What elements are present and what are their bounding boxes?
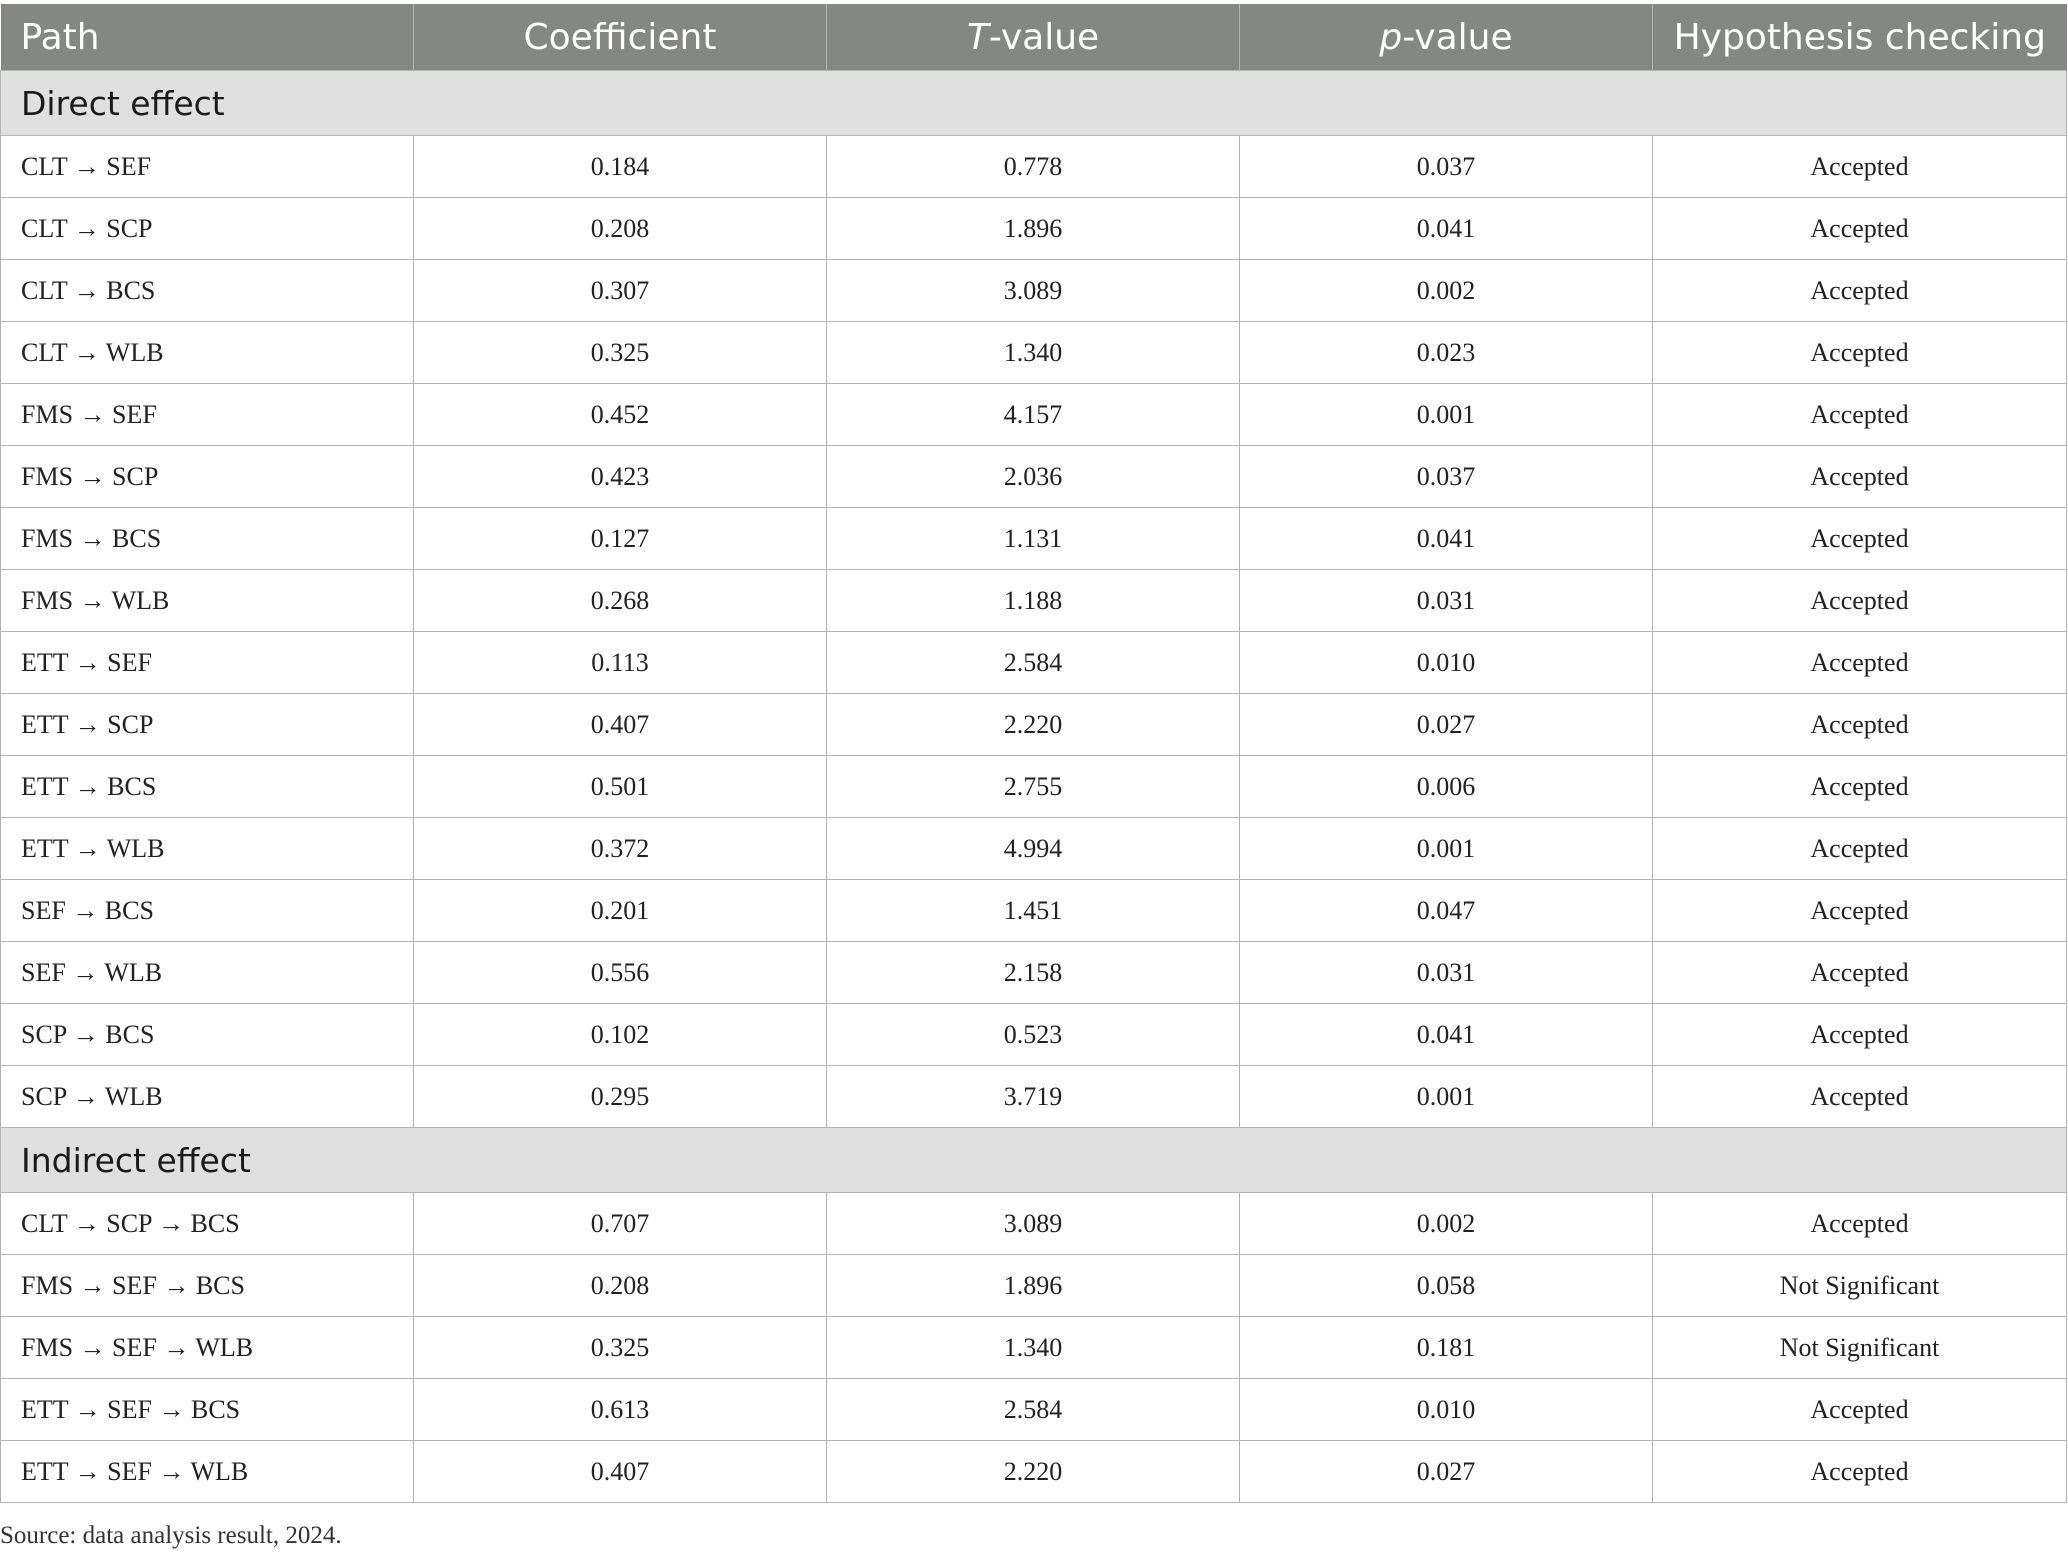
p-value-cell: 0.181: [1240, 1317, 1653, 1379]
p-value-cell: 0.047: [1240, 880, 1653, 942]
t-value-cell: 3.089: [827, 260, 1240, 322]
path-cell: ETT → BCS: [1, 756, 414, 818]
p-value-cell: 0.037: [1240, 136, 1653, 198]
results-table: [0, 4, 2067, 1503]
coefficient-cell: 0.201: [414, 880, 827, 942]
hypothesis-cell: Accepted: [1653, 260, 2067, 322]
header-coefficient: Coefficient: [414, 4, 827, 71]
coefficient-cell: 0.208: [414, 1255, 827, 1317]
coefficient-cell: 0.102: [414, 1004, 827, 1066]
t-value-cell: 1.340: [827, 322, 1240, 384]
t-value-cell: 4.994: [827, 818, 1240, 880]
p-value-cell: 0.001: [1240, 818, 1653, 880]
t-value-cell: 2.584: [827, 632, 1240, 694]
hypothesis-cell: Accepted: [1653, 1193, 2067, 1255]
p-value-cell: 0.041: [1240, 198, 1653, 260]
hypothesis-cell: Accepted: [1653, 198, 2067, 260]
path-cell: FMS → SCP: [1, 446, 414, 508]
p-value-cell: 0.001: [1240, 1066, 1653, 1128]
coefficient-cell: 0.268: [414, 570, 827, 632]
coefficient-cell: 0.407: [414, 1441, 827, 1503]
header-hypothesis: Hypothesis checking: [1653, 4, 2067, 71]
section-title: Direct effect: [1, 71, 2067, 136]
hypothesis-cell: Accepted: [1653, 1004, 2067, 1066]
table-row: [1, 508, 2067, 570]
p-value-cell: 0.041: [1240, 1004, 1653, 1066]
t-value-cell: 1.340: [827, 1317, 1240, 1379]
t-value-cell: 2.220: [827, 1441, 1240, 1503]
p-value-cell: 0.058: [1240, 1255, 1653, 1317]
table-row: [1, 1193, 2067, 1255]
t-value-cell: 3.719: [827, 1066, 1240, 1128]
t-value-cell: 2.158: [827, 942, 1240, 1004]
header-t-symbol: T: [966, 16, 989, 58]
p-value-cell: 0.002: [1240, 1193, 1653, 1255]
coefficient-cell: 0.307: [414, 260, 827, 322]
hypothesis-cell: Accepted: [1653, 570, 2067, 632]
hypothesis-cell: Accepted: [1653, 508, 2067, 570]
p-value-cell: 0.002: [1240, 260, 1653, 322]
table-row: [1, 942, 2067, 1004]
hypothesis-cell: Accepted: [1653, 818, 2067, 880]
hypothesis-cell: Accepted: [1653, 322, 2067, 384]
header-p-symbol: p: [1379, 16, 1403, 58]
path-cell: FMS → BCS: [1, 508, 414, 570]
header-t-value: [827, 4, 1240, 71]
path-cell: ETT → SEF: [1, 632, 414, 694]
table-row: [1, 694, 2067, 756]
t-value-cell: 1.896: [827, 1255, 1240, 1317]
t-value-cell: 2.584: [827, 1379, 1240, 1441]
coefficient-cell: 0.707: [414, 1193, 827, 1255]
coefficient-cell: 0.325: [414, 1317, 827, 1379]
source-note: Source: data analysis result, 2024.: [0, 1522, 342, 1549]
path-cell: CLT → SCP: [1, 198, 414, 260]
coefficient-cell: 0.556: [414, 942, 827, 1004]
section-header-row: [1, 71, 2067, 136]
hypothesis-cell: Accepted: [1653, 880, 2067, 942]
path-cell: FMS → SEF → WLB: [1, 1317, 414, 1379]
path-cell: FMS → SEF: [1, 384, 414, 446]
table-row: [1, 136, 2067, 198]
table-row: [1, 1004, 2067, 1066]
coefficient-cell: 0.113: [414, 632, 827, 694]
coefficient-cell: 0.127: [414, 508, 827, 570]
table-row: [1, 1317, 2067, 1379]
p-value-cell: 0.027: [1240, 694, 1653, 756]
table-row: [1, 1066, 2067, 1128]
path-cell: SCP → WLB: [1, 1066, 414, 1128]
path-cell: CLT → SEF: [1, 136, 414, 198]
hypothesis-cell: Accepted: [1653, 446, 2067, 508]
path-cell: SEF → WLB: [1, 942, 414, 1004]
hypothesis-cell: Accepted: [1653, 1379, 2067, 1441]
table-row: [1, 446, 2067, 508]
table-row: [1, 260, 2067, 322]
hypothesis-cell: Accepted: [1653, 136, 2067, 198]
path-cell: ETT → WLB: [1, 818, 414, 880]
p-value-cell: 0.010: [1240, 632, 1653, 694]
header-row: [1, 4, 2067, 71]
table-row: [1, 384, 2067, 446]
p-value-cell: 0.010: [1240, 1379, 1653, 1441]
table-header: [1, 4, 2067, 71]
path-cell: SCP → BCS: [1, 1004, 414, 1066]
path-cell: CLT → SCP → BCS: [1, 1193, 414, 1255]
coefficient-cell: 0.184: [414, 136, 827, 198]
table-row: [1, 632, 2067, 694]
hypothesis-cell: Accepted: [1653, 1441, 2067, 1503]
hypothesis-cell: Accepted: [1653, 694, 2067, 756]
coefficient-cell: 0.208: [414, 198, 827, 260]
hypothesis-cell: Accepted: [1653, 632, 2067, 694]
p-value-cell: 0.041: [1240, 508, 1653, 570]
hypothesis-cell: Accepted: [1653, 1066, 2067, 1128]
header-t-suffix: -value: [988, 16, 1100, 58]
section-title: Indirect effect: [1, 1128, 2067, 1193]
path-cell: ETT → SEF → WLB: [1, 1441, 414, 1503]
t-value-cell: 1.451: [827, 880, 1240, 942]
header-p-value: [1240, 4, 1653, 71]
table-row: [1, 880, 2067, 942]
p-value-cell: 0.006: [1240, 756, 1653, 818]
path-cell: ETT → SEF → BCS: [1, 1379, 414, 1441]
p-value-cell: 0.027: [1240, 1441, 1653, 1503]
p-value-cell: 0.031: [1240, 942, 1653, 1004]
header-path: Path: [1, 4, 414, 71]
hypothesis-cell: Accepted: [1653, 756, 2067, 818]
table-row: [1, 1379, 2067, 1441]
hypothesis-cell: Accepted: [1653, 384, 2067, 446]
table-body: [1, 71, 2067, 1503]
t-value-cell: 0.523: [827, 1004, 1240, 1066]
p-value-cell: 0.037: [1240, 446, 1653, 508]
p-value-cell: 0.023: [1240, 322, 1653, 384]
hypothesis-cell: Not Significant: [1653, 1255, 2067, 1317]
t-value-cell: 1.896: [827, 198, 1240, 260]
table-row: [1, 570, 2067, 632]
t-value-cell: 2.220: [827, 694, 1240, 756]
t-value-cell: 1.131: [827, 508, 1240, 570]
path-cell: ETT → SCP: [1, 694, 414, 756]
hypothesis-cell: Not Significant: [1653, 1317, 2067, 1379]
coefficient-cell: 0.423: [414, 446, 827, 508]
t-value-cell: 2.755: [827, 756, 1240, 818]
path-cell: CLT → WLB: [1, 322, 414, 384]
coefficient-cell: 0.325: [414, 322, 827, 384]
table-row: [1, 322, 2067, 384]
path-cell: FMS → WLB: [1, 570, 414, 632]
path-cell: CLT → BCS: [1, 260, 414, 322]
path-cell: FMS → SEF → BCS: [1, 1255, 414, 1317]
path-cell: SEF → BCS: [1, 880, 414, 942]
t-value-cell: 1.188: [827, 570, 1240, 632]
coefficient-cell: 0.372: [414, 818, 827, 880]
table-row: [1, 818, 2067, 880]
hypothesis-cell: Accepted: [1653, 942, 2067, 1004]
t-value-cell: 4.157: [827, 384, 1240, 446]
coefficient-cell: 0.501: [414, 756, 827, 818]
t-value-cell: 0.778: [827, 136, 1240, 198]
table-row: [1, 1255, 2067, 1317]
table-row: [1, 1441, 2067, 1503]
p-value-cell: 0.031: [1240, 570, 1653, 632]
coefficient-cell: 0.407: [414, 694, 827, 756]
t-value-cell: 3.089: [827, 1193, 1240, 1255]
table-row: [1, 756, 2067, 818]
t-value-cell: 2.036: [827, 446, 1240, 508]
coefficient-cell: 0.452: [414, 384, 827, 446]
p-value-cell: 0.001: [1240, 384, 1653, 446]
coefficient-cell: 0.295: [414, 1066, 827, 1128]
table-row: [1, 198, 2067, 260]
coefficient-cell: 0.613: [414, 1379, 827, 1441]
section-header-row: [1, 1128, 2067, 1193]
header-p-suffix: -value: [1402, 16, 1513, 58]
